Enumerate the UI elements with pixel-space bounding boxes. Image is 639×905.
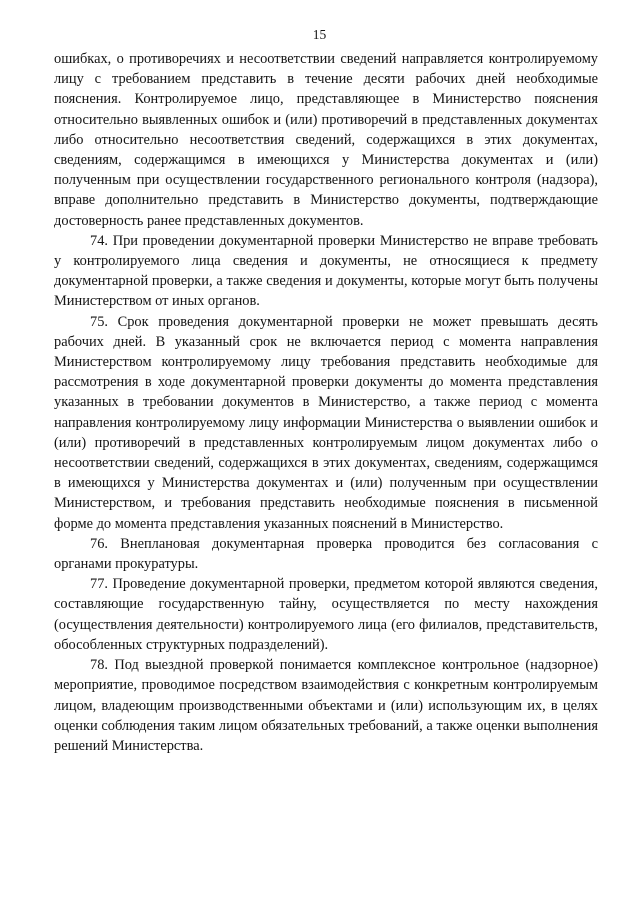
document-body <box>54 49 598 756</box>
paragraph-78: 78. Под выездной проверкой понимается комплексное контрольное (надзорное) мероприятие, проводимое посредством взаимодействия с конкретным контролируемым лицом, владеющим производственными объектами и (или) использующим их, в целях оценки соблюдения таким лицом обязательных требований, а также оценки выполнения решений Министерства. <box>54 657 598 754</box>
paragraph-76: 76. Внеплановая документарная проверка проводится без согласования с органами прокуратуры. <box>54 535 598 573</box>
paragraph-74: 74. При проведении документарной проверки Министерство не вправе требовать у контролируемого лица сведения и документы, не относящиеся к предмету документарной проверки, а также сведения и документы, которые могут быть получены Министерством от иных органов. <box>54 232 598 310</box>
paragraph-75: 75. Срок проведения документарной проверки не может превышать десять рабочих дней. В указанный срок не включается период с момента направления Министерством контролируемому лицу требования представить необходимые для рассмотрения в ходе документарной проверки документы до момента представления указанных в требовании документов в Министерство, а также период с момента направления контролируемому лицу информации Министерства о выявлении ошибок и (или) противоречий в представленных контролируемым лицом документах либо о несоответствии сведений, содержащихся в этих документах, сведениям, содержащимся в имеющихся у Министерства документах и (или) полученным при осуществлении Министерством, и требования представить необходимые пояснения в письменной форме до момента представления указанных пояснений в Министерство. <box>54 313 598 532</box>
page-number: 15 <box>312 27 327 42</box>
paragraph-77: 77. Проведение документарной проверки, предметом которой являются сведения, составляющие государственную тайну, осуществляется по месту нахождения (осуществления деятельности) контролируемого лица (его филиалов, представительств, обособленных структурных подразделений). <box>54 576 598 653</box>
paragraph-continuation: ошибках, о противоречиях и несоответствии сведений направляется контролируемому лицу с требованием представить в течение десяти рабочих дней необходимые пояснения. Контролируемое лицо, представляющее в Министерство пояснения относительно выявленных ошибок и (или) противоречий в представленных документах либо относительно несоответствия сведений, содержащихся в этих документах, сведениям, содержащимся в имеющихся у Министерства документах и (или) полученным при осуществлении государственного регионального контроля (надзора), вправе дополнительно представить в Министерство документы, подтверждающие достоверность ранее представленных документов. <box>54 51 598 229</box>
